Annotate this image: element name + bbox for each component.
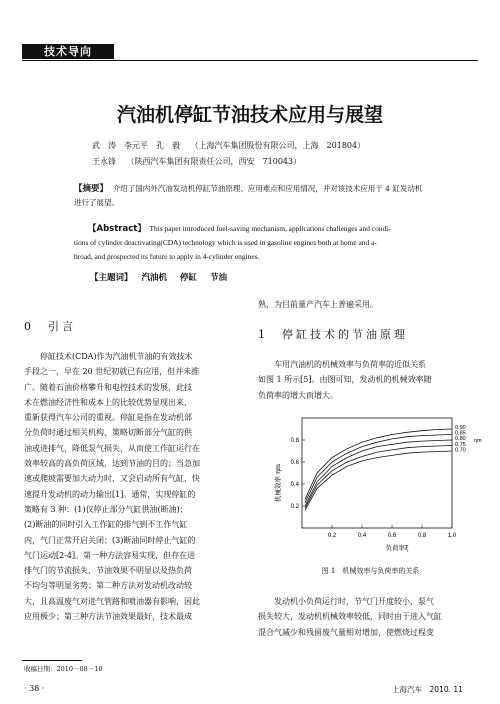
abstract-en-line: broad, and prospected its future to apply in 4-cylinder engines.: [74, 252, 260, 261]
paragraph-line: 手段之一，早在 20 世纪初就已有应用，但并未推: [24, 367, 200, 377]
keyword-item: 汽油机: [141, 273, 167, 283]
authors-line-2: [92, 156, 301, 167]
paragraph-line: 速提升发动机的动力输出[1]。通常，实现停缸的: [24, 489, 196, 499]
paragraph-line: 不均匀等明显劣势；第二种方法对发动机改动较: [24, 581, 192, 591]
paragraph-line: 负荷率的增大而增大。: [258, 390, 338, 400]
paragraph-line: 术在燃油经济性和成本上的比较优势显现出来，: [24, 397, 192, 407]
author-names: 王永锋: [92, 157, 116, 166]
series-line: [305, 429, 452, 499]
author-affiliation: （陕西汽车集团有限责任公司，西安 710043）: [126, 157, 302, 166]
paragraph-line: 气门运动[2-4]。第一种方法容易实现，但存在进: [24, 550, 196, 560]
paragraph-line: 油或进排气，降低泵气损失，从而使工作缸运行在: [24, 443, 200, 453]
article-title: 汽油机停缸节油技术应用与展望: [116, 104, 383, 126]
x-tick-label: 0.4: [357, 533, 367, 539]
abstract-en-line: This paper introduced fuel-saving mechanism, applications challenges and condi-: [149, 224, 391, 233]
abstract-cn-label: 【摘要】: [74, 184, 109, 194]
author-affiliation: （上海汽车集团股份有限公司，上海 201804）: [190, 141, 366, 150]
series-label: 0.85: [455, 430, 466, 437]
paragraph-line: 效率较高的高负荷区域，达到节油的目的；当急加: [24, 459, 200, 469]
paragraph-line: 内，气门正常开启关闭；(3)断油同时停止气缸的: [24, 535, 196, 545]
x-tick-label: 0.6: [387, 533, 397, 539]
abstract-en-line: tions of cylinder deactivating(CDA) technology which is used in gasoline engines both at home and a-: [74, 238, 377, 247]
y-tick-label: 0.4: [290, 482, 299, 488]
paragraph-line: 损失较大，发动机机械效率较低，同时由于进入气缸: [258, 612, 442, 622]
paragraph-line: (2)断油的同时引入工作缸的排气到不工作气缸: [24, 520, 188, 530]
authors-line-1: [92, 140, 365, 151]
series-line: [305, 451, 452, 510]
section-0-heading: 0 引言: [24, 320, 76, 333]
paragraph-line: 如图 1 所示[5]。由图可知，发动机的机械效率随: [258, 375, 432, 385]
author-names: 武 涛 李元平 孔 毅: [92, 141, 180, 150]
series-label: 0.90: [455, 425, 466, 431]
series-line: [305, 440, 452, 506]
paragraph-line: 发动机小负荷运行时，节气门开度较小，泵气: [274, 597, 434, 606]
section-banner: 技术导向: [22, 44, 114, 59]
series-label: 0.75: [455, 441, 466, 448]
paragraph-line: 大，且高温废气对进气管路和喷油器有影响，因此: [24, 596, 200, 606]
paragraph-line: 策略有 3 种：(1)仅停止部分气缸供油(断油)；: [24, 504, 188, 514]
paragraph-line: 车用汽油机的机械效率与负荷率的近似关系: [274, 360, 426, 369]
paragraph-line: 混合气减少和残留废气量相对增加，使燃烧过程变: [258, 627, 434, 637]
figure-1-chart: [262, 410, 482, 560]
section-0-body: [24, 349, 249, 624]
section-1-body-continued: [258, 594, 483, 640]
series-line: [305, 446, 452, 509]
y-tick-label: 0.2: [290, 504, 299, 510]
series-label: 0.80: [455, 436, 466, 443]
legend-title: ηm: [474, 438, 482, 444]
abstract-cn-line: 进行了展望。: [74, 198, 119, 207]
paragraph-line: 应用极少；第三种方法节油效果最好，技术最成: [24, 612, 192, 622]
paragraph-line: 停缸技术(CDA)作为汽油机节油的有效技术: [40, 352, 193, 361]
keywords-label: 【主题词】: [90, 273, 133, 283]
x-tick-label: 0.2: [327, 533, 337, 539]
x-tick-label: 0.8: [417, 533, 427, 539]
paragraph-line: 广。随着石油价格攀升和电控技术的发展，此技: [24, 382, 192, 392]
paragraph-line: 重新获得汽车公司的重视。停缸是指在发动机部: [24, 413, 192, 423]
y-axis-label: 机械效率 ηm: [274, 463, 282, 503]
abstract-cn-line: 介绍了国内外汽油发动机停缸节油原理、应用难点和应用情况，并对该技术应用于 4 缸发动机: [112, 184, 423, 193]
y-tick-label: 0.8: [290, 438, 299, 444]
series-line: [305, 435, 452, 503]
page-number: · 38 ·: [24, 684, 45, 693]
section-1-body: [258, 357, 483, 403]
banner-rule: [22, 60, 478, 61]
journal-issue: 上海汽车 2010. 11: [392, 685, 463, 694]
received-date: 收稿日期：2010－08－10: [24, 665, 103, 673]
paragraph-line: 分负荷时通过相关机构、策略切断部分气缸的供: [24, 428, 192, 438]
abstract-en-label: 【Abstract】: [88, 224, 146, 234]
x-axis-label: 负荷率ξ: [385, 544, 409, 552]
footnote-rule: [22, 660, 82, 661]
keyword-item: 节油: [209, 273, 227, 283]
x-tick-label: 1.0: [447, 533, 457, 539]
plot-frame: [302, 418, 452, 528]
abstract-cn: [74, 182, 434, 210]
paragraph-line: 排气门的节流损失，节油效果不明显以及热负荷: [24, 566, 192, 576]
figure-1-caption: 图 1 机械效率与负荷率的关系: [321, 567, 420, 575]
abstract-en: [74, 222, 442, 264]
section-1-heading: 1 停缸技术的节油原理: [258, 328, 408, 341]
paragraph-line: 速或爬坡需要加大动力时，又会启动所有气缸，快: [24, 474, 200, 484]
keyword-item: 停缸: [179, 273, 197, 283]
keywords: [90, 271, 227, 283]
y-tick-label: 0.6: [290, 460, 299, 466]
right-column-continuation: 熟，为目前量产汽车上普遍采用。: [258, 300, 378, 309]
series-label: 0.70: [455, 447, 466, 454]
